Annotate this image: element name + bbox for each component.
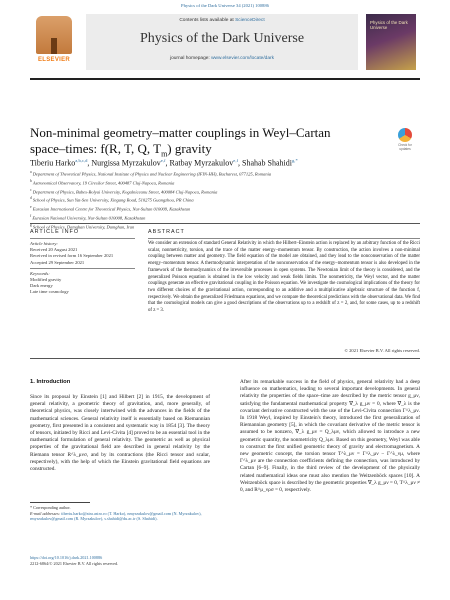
elsevier-logo[interactable]	[30, 16, 78, 70]
crossmark-badge[interactable]	[395, 128, 415, 150]
contents-line	[86, 18, 358, 23]
affiliation-item	[30, 187, 420, 196]
affiliation-list	[30, 169, 420, 231]
email-line	[30, 511, 215, 522]
footnotes	[30, 505, 215, 522]
revised-date: Received in revised form 16 September 2021	[30, 253, 114, 259]
affiliation-item	[30, 195, 420, 204]
affil-text: School of Physics, Sun Yat-Sen University, Xingang Road, 510275 Guangzhou, PR China	[32, 197, 194, 203]
author-name[interactable]: Shahab Shahidi	[242, 158, 292, 168]
publisher-name: ELSEVIER	[37, 57, 71, 63]
affil-text: Department of Physics, Babes-Bolyai University, Kogalniceanu Street, 400084 Cluj-Napoca, Romania	[32, 189, 218, 195]
author-name[interactable]: Tiberiu Harko	[30, 158, 76, 168]
intro-right-column: After its remarkable success in the field of physics, general relativity had a deep influence on mathematics, leading to several important developments. In general relativity the properties of the space–time are described by the metric tensor g_μν, satisfying the fundamental mathematical property ∇_λ g_μν = 0, where ∇_λ is the covariant derivative constructed with the use of the Levi-Civita connection Γ^λ_μν. In 1918 Weyl, inspired by Einstein's theory, introduced the first generalization of Riemannian geometry [5], in which the covariant derivative of the metric tensor is assumed to be nonzero, ∇_λ g_μν = Q_λμν, which allowed to introduce a new geometric quantity, the nonmetricity Q_λμν. Based on this geometry, Weyl was able to construct the first unified geometric theory of gravity and electromagnetism. A new geometric concept, the torsion tensor T^λ_μν = Γ^λ_μν − Γ^λ_νμ, where Γ^λ_μν are the connection coefficients defining the connection, was introduced by Cartan [6–9]. Finally, in the third review of the development of the physically related mathematical ideas one must also mention the Weitzenböck spaces [10]. A Weitzenböck space is described by the geometric properties ∇_λ g_μν = 0, T^λ_μν ≠ 0, and R^μ_νρσ = 0, respectively.	[240, 379, 420, 494]
abstract-heading: ABSTRACT	[148, 229, 185, 235]
affil-marker: g	[30, 222, 32, 227]
affil-text: School of Physics, Damghan University, Damghan, Iran	[32, 224, 135, 230]
title-subscript: m	[161, 149, 168, 159]
affil-text: Astronomical Observatory, 19 Ciresilor Street, 400487 Cluj-Napoca, Romania	[32, 180, 175, 186]
received-date: Received 20 August 2021	[30, 247, 78, 253]
info-rule	[30, 238, 135, 239]
affil-marker: e	[30, 205, 32, 210]
email-label: E-mail addresses:	[30, 510, 61, 516]
author-affil[interactable]: a,b,c,d	[75, 158, 88, 163]
title-end: ) gravity	[167, 141, 212, 156]
abstract-text: We consider an extension of standard General Relativity in which the Hilbert–Einstein action is replaced by an arbitrary function of the Ricci scalar, nonmetricity, torsion, and the trace of the matter energy–momentum tensor. By construction, the action involves a non-minimal coupling between matter and geometry. The field equation of the model are obtained, and they lead to the nonconservation of the matter energy–momentum tensor. A thermodynamic interpretation of the nonconservation of the energy–momentum tensor is also developed in the framework of the thermodynamics of the irreversible processes in open systems. The Newtonian limit of the theory is considered, and the generalized Poisson equation is obtained in the low velocity and weak fields limits. The nonmetricity, the Weyl vector, and the matter couplings generate an effective gravitational coupling in the Poisson equation. We investigate the cosmological implications of the theory for two different choices of the gravitational action, corresponding to an additive and a multiplicative algebraic structure of the function f, respectively. We obtain the generalized Friedmann equations, and we compare the theoretical predictions with the observational data. We find that the cosmological models can give a good descriptions of the observations up to a redshift of z = 2, and, for some cases, up to a redshift of z = 3.	[148, 241, 420, 314]
affil-marker: c	[30, 187, 32, 192]
intro-left-column: Since its proposal by Einstein [1] and Hilbert [2] in 1915, the development of general relativity, a geometric theory of gravitation, and, more generally, of theoretical physics, was closely intertwined with the advances in the fields of the mathematical sciences. General relativity itself is essentially based on Riemannian geometry, first presented in a consistent and systematic way in 1854 [3]. The theory of tensors, initiated by Ricci and Levi-Civita [4] proved to be an essential tool in the mathematical formulation of general relativity. The geometric as well as physical properties of the gravitational field are described in general relativity by the Riemann tensor R^λ_μνσ, and by its contractions (the Ricci tensor and scalar, respectively), with the help of which the Einstein gravitational field equations are constructed.	[30, 394, 210, 473]
homepage-link[interactable]: www.elsevier.com/locate/dark	[211, 56, 274, 61]
affil-marker: b	[30, 178, 32, 183]
homepage-line	[86, 56, 358, 61]
history-label: Article history:	[30, 241, 58, 246]
affil-text: Eurasian International Centre for Theoretical Physics, Nur-Sultan 010009, Kazakhstan	[32, 206, 191, 212]
email-addresses[interactable]: tiberiu.harko@aira.astro.ro (T. Harko), nmyrzakulov@gmail.com (N. Myrzakulov), rmyrzakulov@gmail.com (R. Myrzakulov), s.shahidi@du.ac.ir (S. Shahidi).	[30, 510, 202, 522]
running-header[interactable]: Physics of the Dark Universe 34 (2021) 100886	[181, 3, 269, 8]
contents-prefix: Contents lists available at	[179, 18, 236, 23]
affil-text: Eurasian National University, Nur-Sultan 010008, Kazakhstan	[32, 215, 146, 221]
affil-marker: a	[30, 170, 32, 174]
abstract-bottom-rule	[30, 358, 420, 359]
footnote-rule	[30, 502, 90, 503]
affiliation-item	[30, 213, 420, 222]
doi-link[interactable]: https://doi.org/10.1016/j.dark.2021.100886	[30, 555, 103, 560]
article-title	[30, 125, 370, 163]
info-top-rule	[30, 223, 420, 224]
author-name[interactable]: Ratbay Myrzakulov	[169, 158, 234, 168]
title-line-2: space–times: f(R, T, Q, T	[30, 141, 162, 156]
corresponding-author: * Corresponding author.	[30, 505, 71, 510]
crossmark-text: Check for updates	[398, 143, 412, 151]
tree-icon	[36, 16, 72, 54]
info-rule	[30, 268, 135, 269]
keyword: Dark energy	[30, 283, 53, 289]
copyright-notice: © 2021 Elsevier B.V. All rights reserved.	[344, 348, 420, 353]
author-affil[interactable]: e,f	[160, 158, 166, 163]
affil-marker: f	[30, 213, 32, 218]
header-rule	[30, 78, 420, 80]
author-name[interactable]: Nurgissa Myrzakulov	[91, 158, 161, 168]
affiliation-item	[30, 178, 420, 187]
doi-block	[30, 555, 220, 566]
keyword: Modified gravity	[30, 277, 62, 283]
author-affil[interactable]: e,f	[233, 158, 238, 163]
article-info-heading: ARTICLE INFO	[30, 229, 80, 235]
issn-line: 2212-6864/© 2021 Elsevier B.V. All rights reserved.	[30, 560, 119, 566]
banner-center	[86, 14, 358, 70]
abstract-rule	[148, 238, 420, 239]
sciencedirect-link[interactable]: ScienceDirect	[235, 18, 265, 23]
affiliation-item	[30, 204, 420, 213]
accepted-date: Accepted 29 September 2021	[30, 259, 85, 265]
journal-title[interactable]: Physics of the Dark Universe	[139, 31, 305, 46]
keyword: Late time cosmology	[30, 289, 69, 295]
affil-marker: d	[30, 196, 32, 201]
homepage-prefix: journal homepage:	[170, 56, 212, 61]
affil-text: Department of Theoretical Physics, National Institute of Physics and Nuclear Engineering (IFIN-HH), Bucharest, 077125, Romania	[32, 171, 272, 177]
journal-banner	[30, 14, 420, 72]
journal-cover[interactable]	[366, 14, 416, 70]
crossmark-icon	[398, 128, 412, 142]
affiliation-item	[30, 169, 420, 178]
keywords-label: Keywords:	[30, 270, 50, 276]
author-affil[interactable]: g,*	[292, 158, 298, 163]
author-list: Tiberiu Harko$^{a,b,c,d}$, Nurgissa Myrzakulov$^{e,f}$, Ratbay Myrzakulov$^{e,f}$, Shahab Shahidi$^{g,*}$	[30, 158, 298, 168]
title-line-1: Non-minimal geometry–matter couplings in Weyl–Cartan	[30, 125, 331, 140]
section-heading: 1. Introduction	[30, 379, 71, 385]
cover-label: Physics of the Dark Universe	[370, 20, 408, 31]
